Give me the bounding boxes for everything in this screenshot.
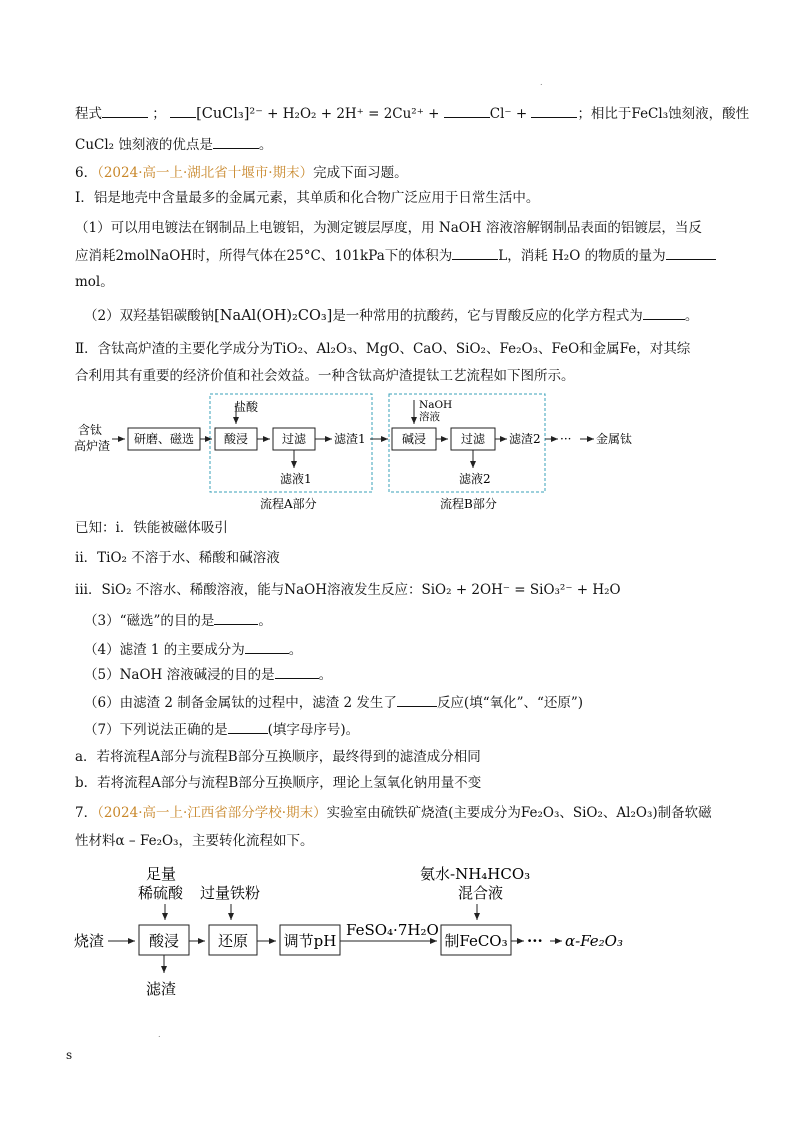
iron-oxide-process-flowchart: [72, 858, 642, 1004]
svg-text:还原: 还原: [217, 932, 249, 950]
start-material: 烧渣: [74, 932, 105, 950]
svg-text:酸浸: 酸浸: [223, 432, 249, 446]
raw-material-label: 含钛: [78, 423, 103, 437]
svg-text:调节pH: 调节pH: [283, 932, 337, 950]
known-i: 已知：i．铁能被磁体吸引: [75, 520, 228, 536]
process-b-caption: 流程B部分: [440, 497, 497, 511]
q6-sub5: （5）NaOH 溶液碱浸的目的是 。: [84, 664, 332, 685]
option-b: b．若将流程A部分与流程B部分互换顺序，理论上氢氧化钠用量不变: [75, 775, 482, 791]
q6-source: （2024·高一上·湖北省十堰市·期末）: [97, 165, 314, 181]
q6-sub4: （4）滤渣 1 的主要成分为 。: [84, 639, 302, 660]
q6-sub3: （3）“磁选”的目的是 。: [84, 610, 272, 631]
svg-text:酸浸: 酸浸: [148, 932, 180, 950]
svg-text:过滤: 过滤: [460, 432, 486, 446]
reagent-sulfuric-2: 稀硫酸: [138, 884, 184, 902]
cucl3-ion: [CuCl₃]²⁻: [196, 106, 263, 122]
q6-part1-intro: Ⅰ．铝是地壳中含量最多的金属元素，其单质和化合物广泛应用于日常生活中。: [75, 190, 540, 206]
q6-sub7: （7）下列说法正确的是 (填字母序号)。: [84, 719, 359, 740]
q6-sub6: （6）由滤渣 2 制备金属钛的过程中，滤渣 2 发生了 反应(填“氧化”、“还原”): [84, 692, 583, 713]
q6-sub1-line1: （1）可以用电镀法在钢制品上电镀铝，为测定镀层厚度，用 NaOH 溶液溶解钢制品表面的铝镀层，当反: [75, 220, 702, 236]
naoh-reagent: NaOH: [419, 399, 453, 411]
svg-text:研磨、磁选: 研磨、磁选: [133, 432, 195, 446]
option-a: a．若将流程A部分与流程B部分互换顺序，最终得到的滤渣成分相同: [75, 749, 481, 765]
process-a-caption: 流程A部分: [260, 497, 317, 511]
residue1-label: 滤渣1: [334, 432, 366, 446]
svg-text:制FeCO₃: 制FeCO₃: [444, 932, 508, 950]
filtrate1-label: 滤液1: [280, 472, 312, 486]
q6-sub1-line2: 应消耗2molNaOH时，所得气体在25°C、101kPa下的体积为 L，消耗 H₂O 的物质的量为: [75, 245, 716, 266]
q7-stem-line2: 性材料α – Fe₂O₃，主要转化流程如下。: [75, 833, 314, 849]
known-ii: ii．TiO₂ 不溶于水、稀酸和碱溶液: [75, 550, 280, 566]
q6-sub1-line3: mol。: [75, 274, 114, 290]
footer-mark: s: [66, 1048, 73, 1062]
svg-text:···: ···: [527, 932, 543, 950]
q6-heading: 6．（2024·高一上·湖北省十堰市·期末）完成下面习题。: [75, 165, 408, 181]
q6-part2-line2: 合利用其有重要的经济价值和社会效益。一种含钛高炉渣提钛工艺流程如下图所示。: [75, 368, 575, 384]
q5-equation-line: 程式 ； [CuCl₃]²⁻ + H₂O₂ + 2H⁺ = 2Cu²⁺ + Cl⁻ + ；相比于FeCl₃蚀刻液，酸性: [75, 103, 749, 124]
q7-source: （2024·高一上·江西省部分学校·期末）: [97, 805, 327, 821]
reagent-sulfuric-1: 足量: [146, 865, 177, 883]
filtrate2-label: 滤液2: [459, 472, 491, 486]
titanium-process-flowchart: [70, 390, 670, 520]
q6-sub2-line: （2）双羟基铝碳酸钠[NaAl(OH)₂CO₃]是一种常用的抗酸药，它与胃酸反应的化学方程式为 。: [84, 305, 698, 326]
scan-speck-2: .: [158, 1030, 161, 1039]
known-iii: iii．SiO₂ 不溶水、稀酸溶液，能与NaOH溶液发生反应：SiO₂ + 2OH⁻ = SiO₃²⁻ + H₂O: [75, 582, 621, 598]
svg-text:溶液: 溶液: [419, 411, 440, 423]
final-product: α-Fe₂O₃: [565, 932, 623, 950]
residue2-label: 滤渣2: [509, 432, 541, 446]
reagent-ammonia-mix-2: 混合液: [458, 884, 504, 902]
hcl-reagent: 盐酸: [234, 400, 259, 414]
titanium-product: 金属钛: [596, 432, 633, 446]
reagent-iron-powder: 过量铁粉: [200, 884, 261, 902]
svg-text:碱浸: 碱浸: [401, 432, 427, 446]
svg-text:高炉渣: 高炉渣: [74, 439, 111, 453]
q7-heading: 7．（2024·高一上·江西省部分学校·期末）实验室由硫铁矿烧渣(主要成分为Fe₂O₃、SiO₂、Al₂O₃)制备软磁: [75, 805, 712, 821]
intermediate-label: FeSO₄·7H₂O: [346, 921, 439, 939]
svg-text:过滤: 过滤: [281, 432, 307, 446]
svg-text:···: ···: [560, 432, 572, 446]
reagent-ammonia-mix-1: 氨水-NH₄HCO₃: [420, 865, 531, 883]
filter-residue-label: 滤渣: [146, 980, 177, 998]
scan-speck: .: [540, 78, 543, 87]
q6-part2-line1: Ⅱ．含钛高炉渣的主要化学成分为TiO₂、Al₂O₃、MgO、CaO、SiO₂、Fe₂O₃、FeO和金属Fe，对其综: [75, 341, 691, 357]
q5-advantage-line: CuCl₂ 蚀刻液的优点是 。: [75, 134, 272, 155]
